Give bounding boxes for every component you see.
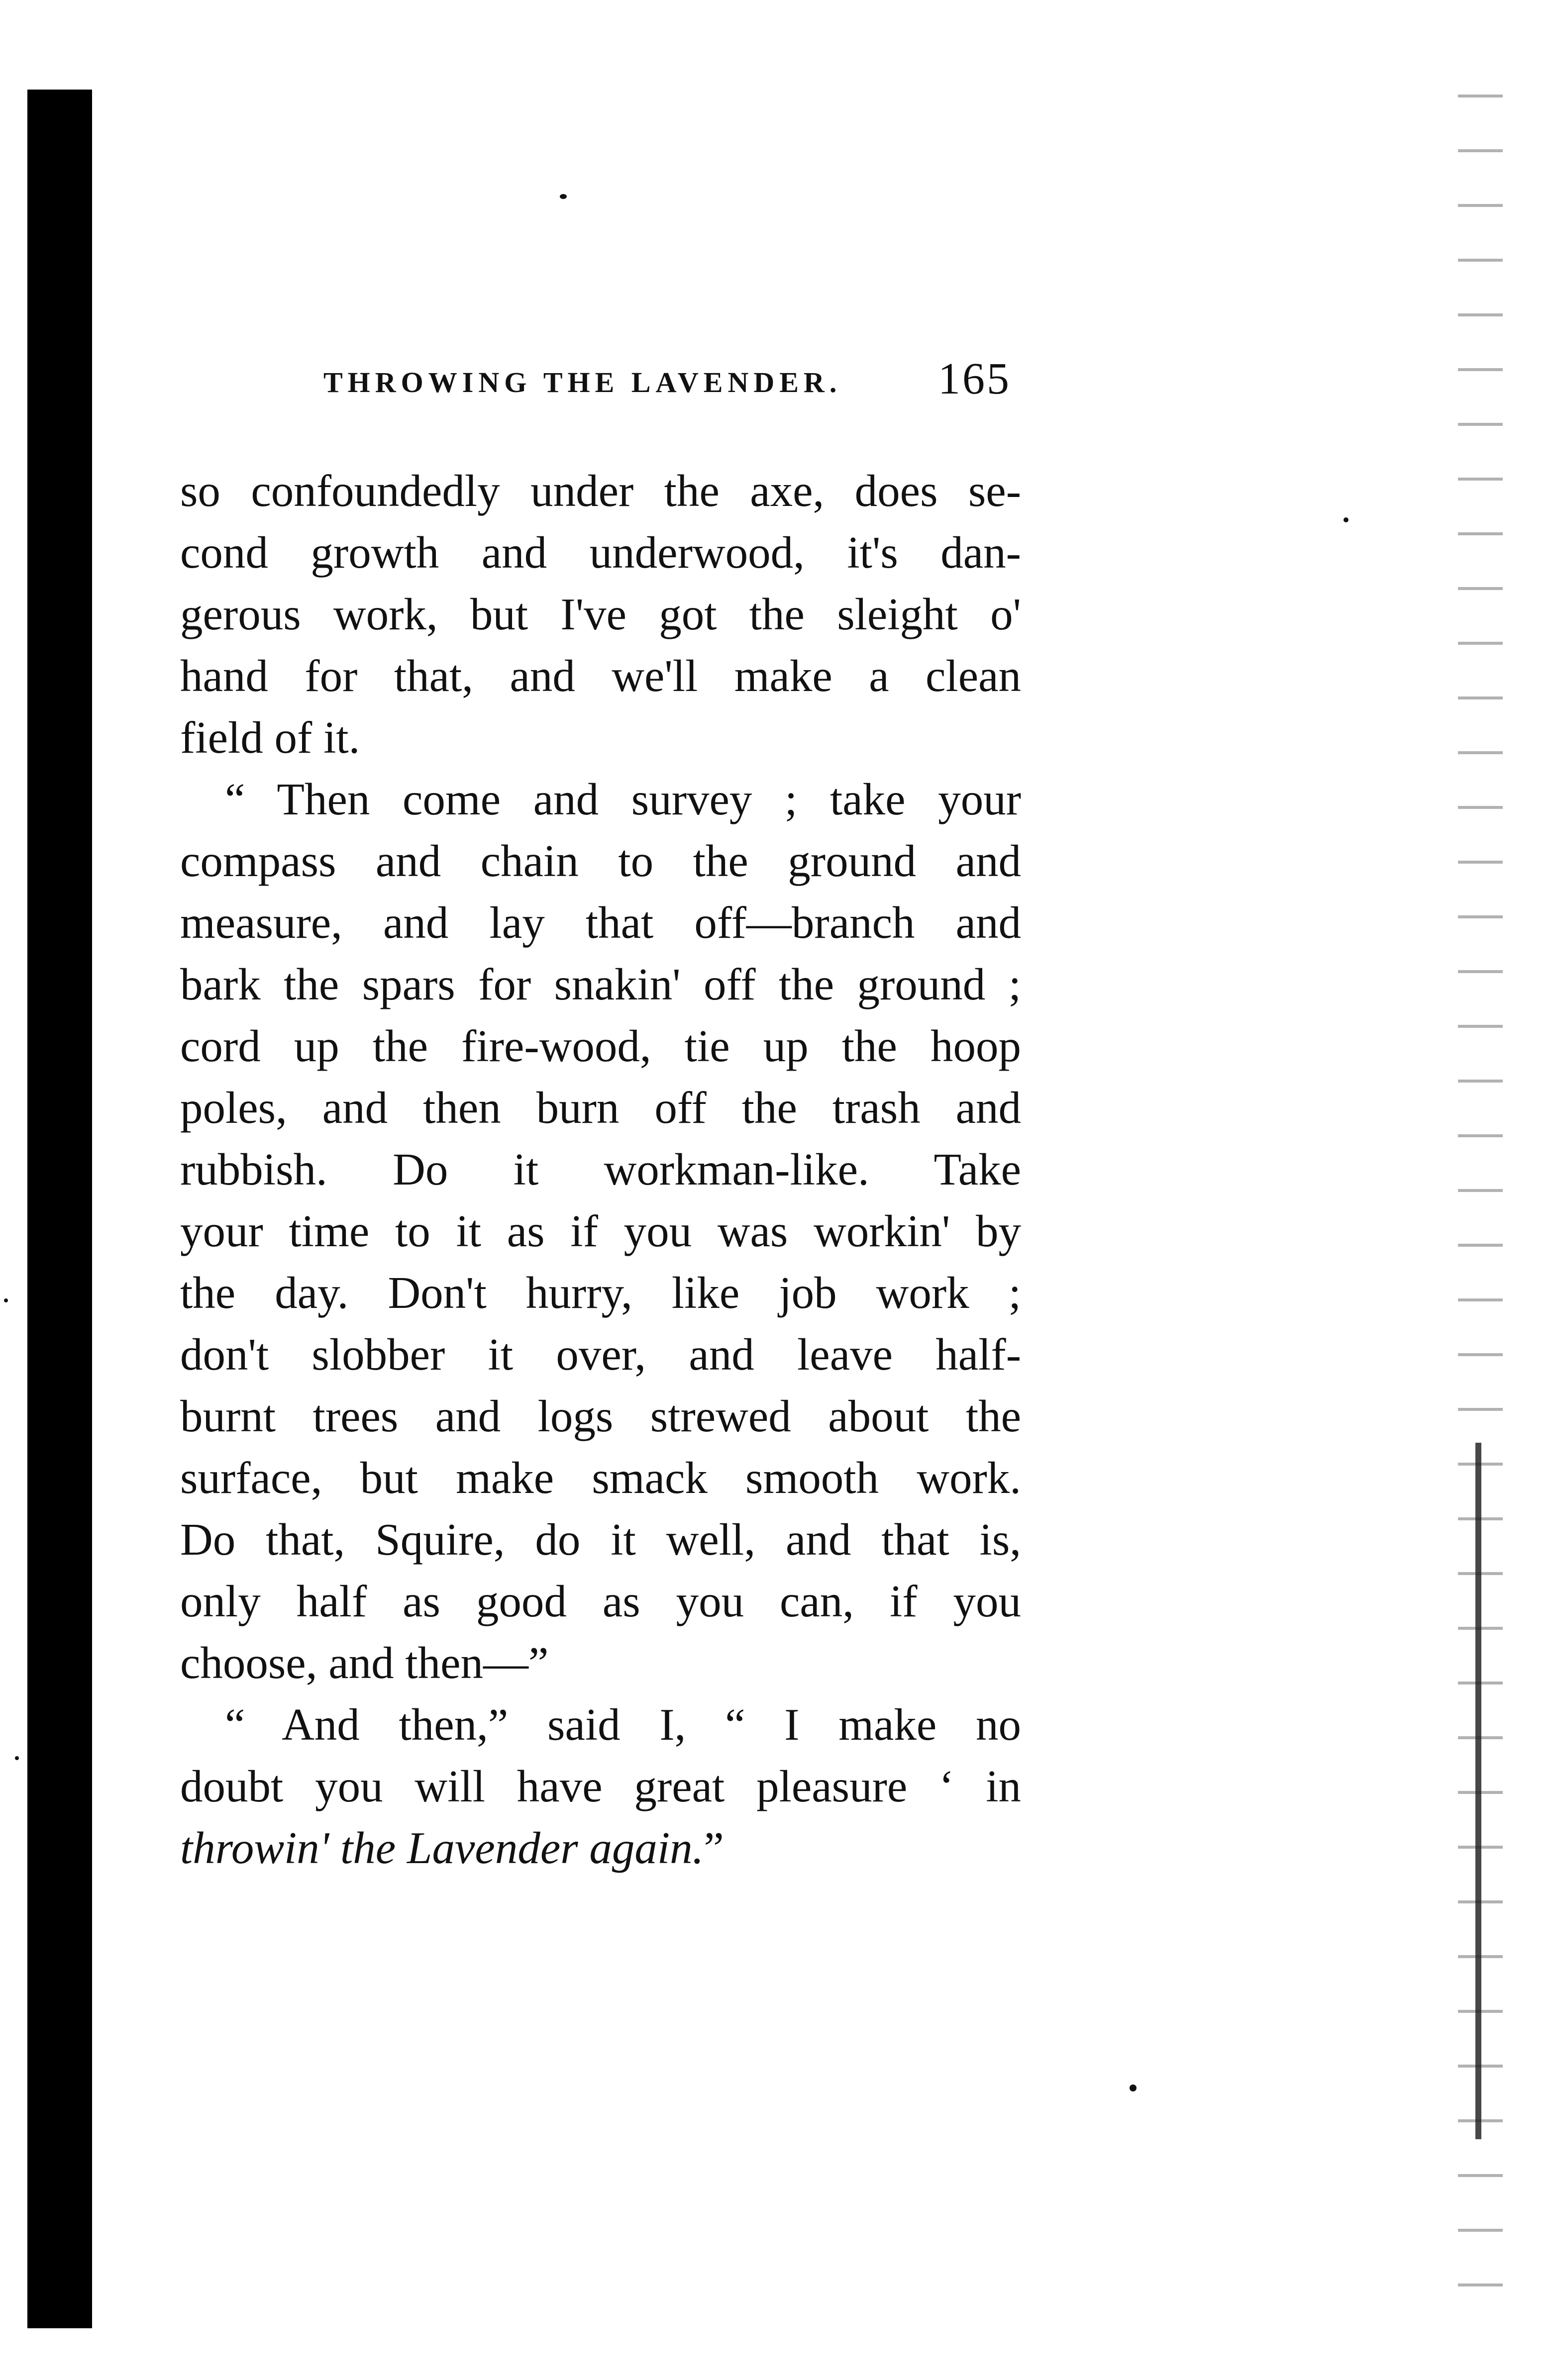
body-text [180,460,1021,1879]
text-line: the day. Don't hurry, like job work ; [180,1268,1021,1318]
text-line: rubbish. Do it workman-like. Take [180,1144,1021,1194]
text-line: poles, and then burn off the trash and [180,1083,1021,1133]
text-line: “ And then,” said I, “ I make no [225,1699,1021,1750]
text-line: only half as good as you can, if you [180,1576,1021,1626]
running-head-title: THROWING THE LAVENDER. [323,366,842,398]
text-line: surface, but make smack smooth work. [180,1453,1021,1503]
text-line: “ Then come and survey ; take your [225,774,1021,824]
text-line: cord up the fire-wood, tie up the hoop [180,1021,1021,1071]
text-line: field of it. [180,712,360,763]
text-line: doubt you will have great pleasure ‘ in [180,1761,1021,1811]
binding-shadow [27,90,92,2328]
text-line: measure, and lay that off—branch and [180,897,1021,948]
text-line: choose, and then—” [180,1638,549,1688]
closing-quote: ” [704,1823,724,1873]
text-line: your time to it as if you was workin' by [180,1206,1021,1256]
text-line: gerous work, but I've got the sleight o' [180,589,1021,639]
text-line: compass and chain to the ground and [180,836,1021,886]
scan-speck [15,1756,19,1760]
scan-speck [560,194,567,199]
scan-speck [4,1298,8,1302]
text-line-final [180,1817,1021,1879]
scan-edge-line [1475,1443,1481,2139]
italic-quote: throwin' the Lavender again. [180,1823,704,1873]
text-line: cond growth and underwood, it's dan- [180,527,1021,578]
page-number: 165 [938,354,1011,403]
scan-speck [1130,2084,1137,2091]
text-line: so confoundedly under the axe, does se- [180,466,1021,516]
scan-speck [1344,517,1348,522]
text-line: hand for that, and we'll make a clean [180,651,1021,701]
text-line: bark the spars for snakin' off the ground ; [180,959,1021,1009]
text-line: burnt trees and logs strewed about the [180,1391,1021,1441]
text-line: Do that, Squire, do it well, and that is, [180,1514,1021,1565]
text-line: don't slobber it over, and leave half- [180,1329,1021,1380]
